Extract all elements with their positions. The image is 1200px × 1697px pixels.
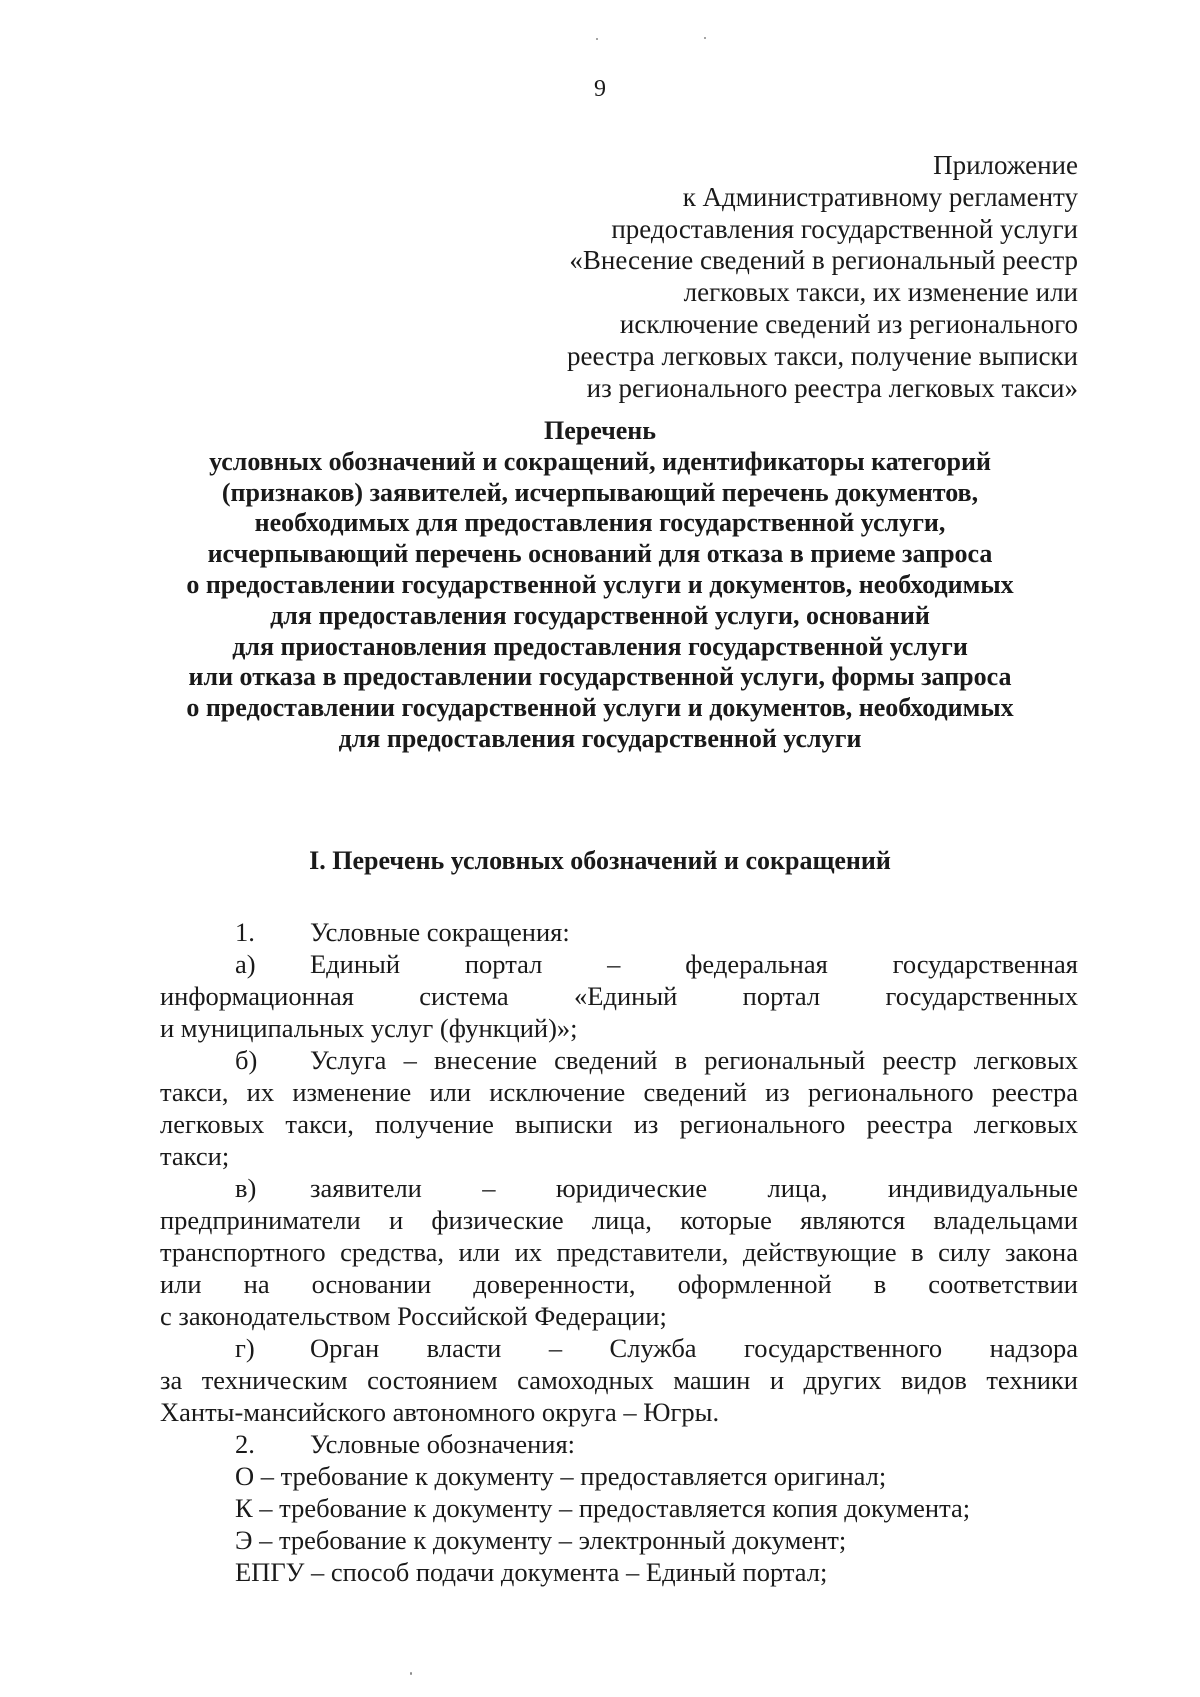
item-text: Условные сокращения: — [310, 917, 570, 947]
document-title — [120, 416, 1080, 755]
item-v-line5: с законодательством Российской Федерации; — [160, 1301, 667, 1331]
item-text: Единый портал – федеральная государственная — [310, 949, 1078, 979]
item-text: заявители – юридические лица, индивидуальные — [310, 1173, 1078, 1203]
title-line: для приостановления предоставления государственной услуги — [232, 631, 968, 661]
item-v-line1 — [160, 1172, 1078, 1204]
item-v-line3: транспортного средства, или их представители, действующие в силу закона — [160, 1237, 1078, 1267]
title-line: необходимых для предоставления государственной услуги, — [254, 508, 946, 538]
item-marker: в) — [235, 1173, 257, 1203]
section-heading: I. Перечень условных обозначений и сокращений — [309, 846, 891, 875]
item-number: 1. — [235, 917, 255, 947]
appendix-line: предоставления государственной услуги — [611, 213, 1078, 244]
appendix-line: «Внесение сведений в региональный реестр — [569, 245, 1078, 276]
item-marker: б) — [235, 1045, 258, 1075]
symbol-definition: К – требование к документу – предоставляется копия документа; — [235, 1493, 971, 1523]
symbol-definition: ЕПГУ – способ подачи документа – Единый портал; — [235, 1557, 828, 1587]
document-body — [160, 916, 1078, 1588]
page-number: 9 — [594, 76, 606, 102]
item-v-line4: или на основании доверенности, оформленной в соответствии — [160, 1269, 1078, 1299]
item-a-line2: информационная система «Единый портал государственных — [160, 981, 1078, 1011]
title-line: для предоставления государственной услуги — [338, 723, 862, 753]
scan-speck — [596, 38, 598, 40]
item-b-line2: такси, их изменение или исключение сведений из регионального реестра — [160, 1077, 1078, 1107]
item-g-line2: за техническим состоянием самоходных машин и других видов техники — [160, 1365, 1078, 1395]
item-text: Условные обозначения: — [310, 1429, 576, 1459]
item-v-line2: предприниматели и физические лица, которые являются владельцами — [160, 1205, 1078, 1235]
item-a-line1 — [160, 948, 1078, 980]
item-number: 2. — [235, 1429, 255, 1459]
item-g-line3: Ханты-мансийского автономного округа – Югры. — [160, 1397, 720, 1427]
scan-speck — [410, 1672, 412, 1675]
title-line: (признаков) заявителей, исчерпывающий перечень документов, — [221, 477, 979, 507]
item-b-line3: легковых такси, получение выписки из регионального реестра легковых — [160, 1109, 1078, 1139]
item-text: Услуга – внесение сведений в региональный реестр легковых — [310, 1045, 1078, 1075]
appendix-line: к Административному регламенту — [682, 181, 1078, 212]
item-text: Орган власти – Служба государственного надзора — [310, 1333, 1078, 1363]
appendix-line: Приложение — [933, 150, 1078, 180]
title-line: исчерпывающий перечень оснований для отказа в приеме запроса — [207, 539, 993, 569]
title-line: о предоставлении государственной услуги и документов, необходимых — [186, 569, 1014, 599]
item-marker: г) — [235, 1333, 255, 1363]
scan-speck — [704, 37, 706, 39]
title-line: или отказа в предоставлении государственной услуги, формы запроса — [188, 662, 1012, 692]
item-g-line1 — [160, 1332, 1078, 1364]
appendix-header — [378, 150, 1078, 404]
item-b-line1 — [160, 1044, 1078, 1076]
appendix-line: легковых такси, их изменение или — [683, 277, 1078, 308]
appendix-line: реестра легковых такси, получение выписки — [567, 340, 1078, 371]
item-b-line4: такси; — [160, 1141, 230, 1171]
item-a-line3: и муниципальных услуг (функций)»; — [160, 1013, 578, 1043]
item-2 — [160, 1428, 1078, 1460]
title-line: условных обозначений и сокращений, идентификаторы категорий — [209, 446, 991, 476]
symbol-definition: Э – требование к документу – электронный документ; — [235, 1525, 847, 1555]
symbol-definition: О – требование к документу – предоставляется оригинал; — [235, 1461, 887, 1491]
title-line: для предоставления государственной услуги, оснований — [270, 600, 930, 630]
appendix-line: из регионального реестра легковых такси» — [586, 372, 1078, 403]
item-marker: а) — [235, 949, 256, 979]
title-line: о предоставлении государственной услуги и документов, необходимых — [186, 693, 1014, 723]
appendix-line: исключение сведений из регионального — [619, 308, 1078, 339]
title-line: Перечень — [543, 416, 657, 445]
item-1 — [160, 916, 1078, 948]
